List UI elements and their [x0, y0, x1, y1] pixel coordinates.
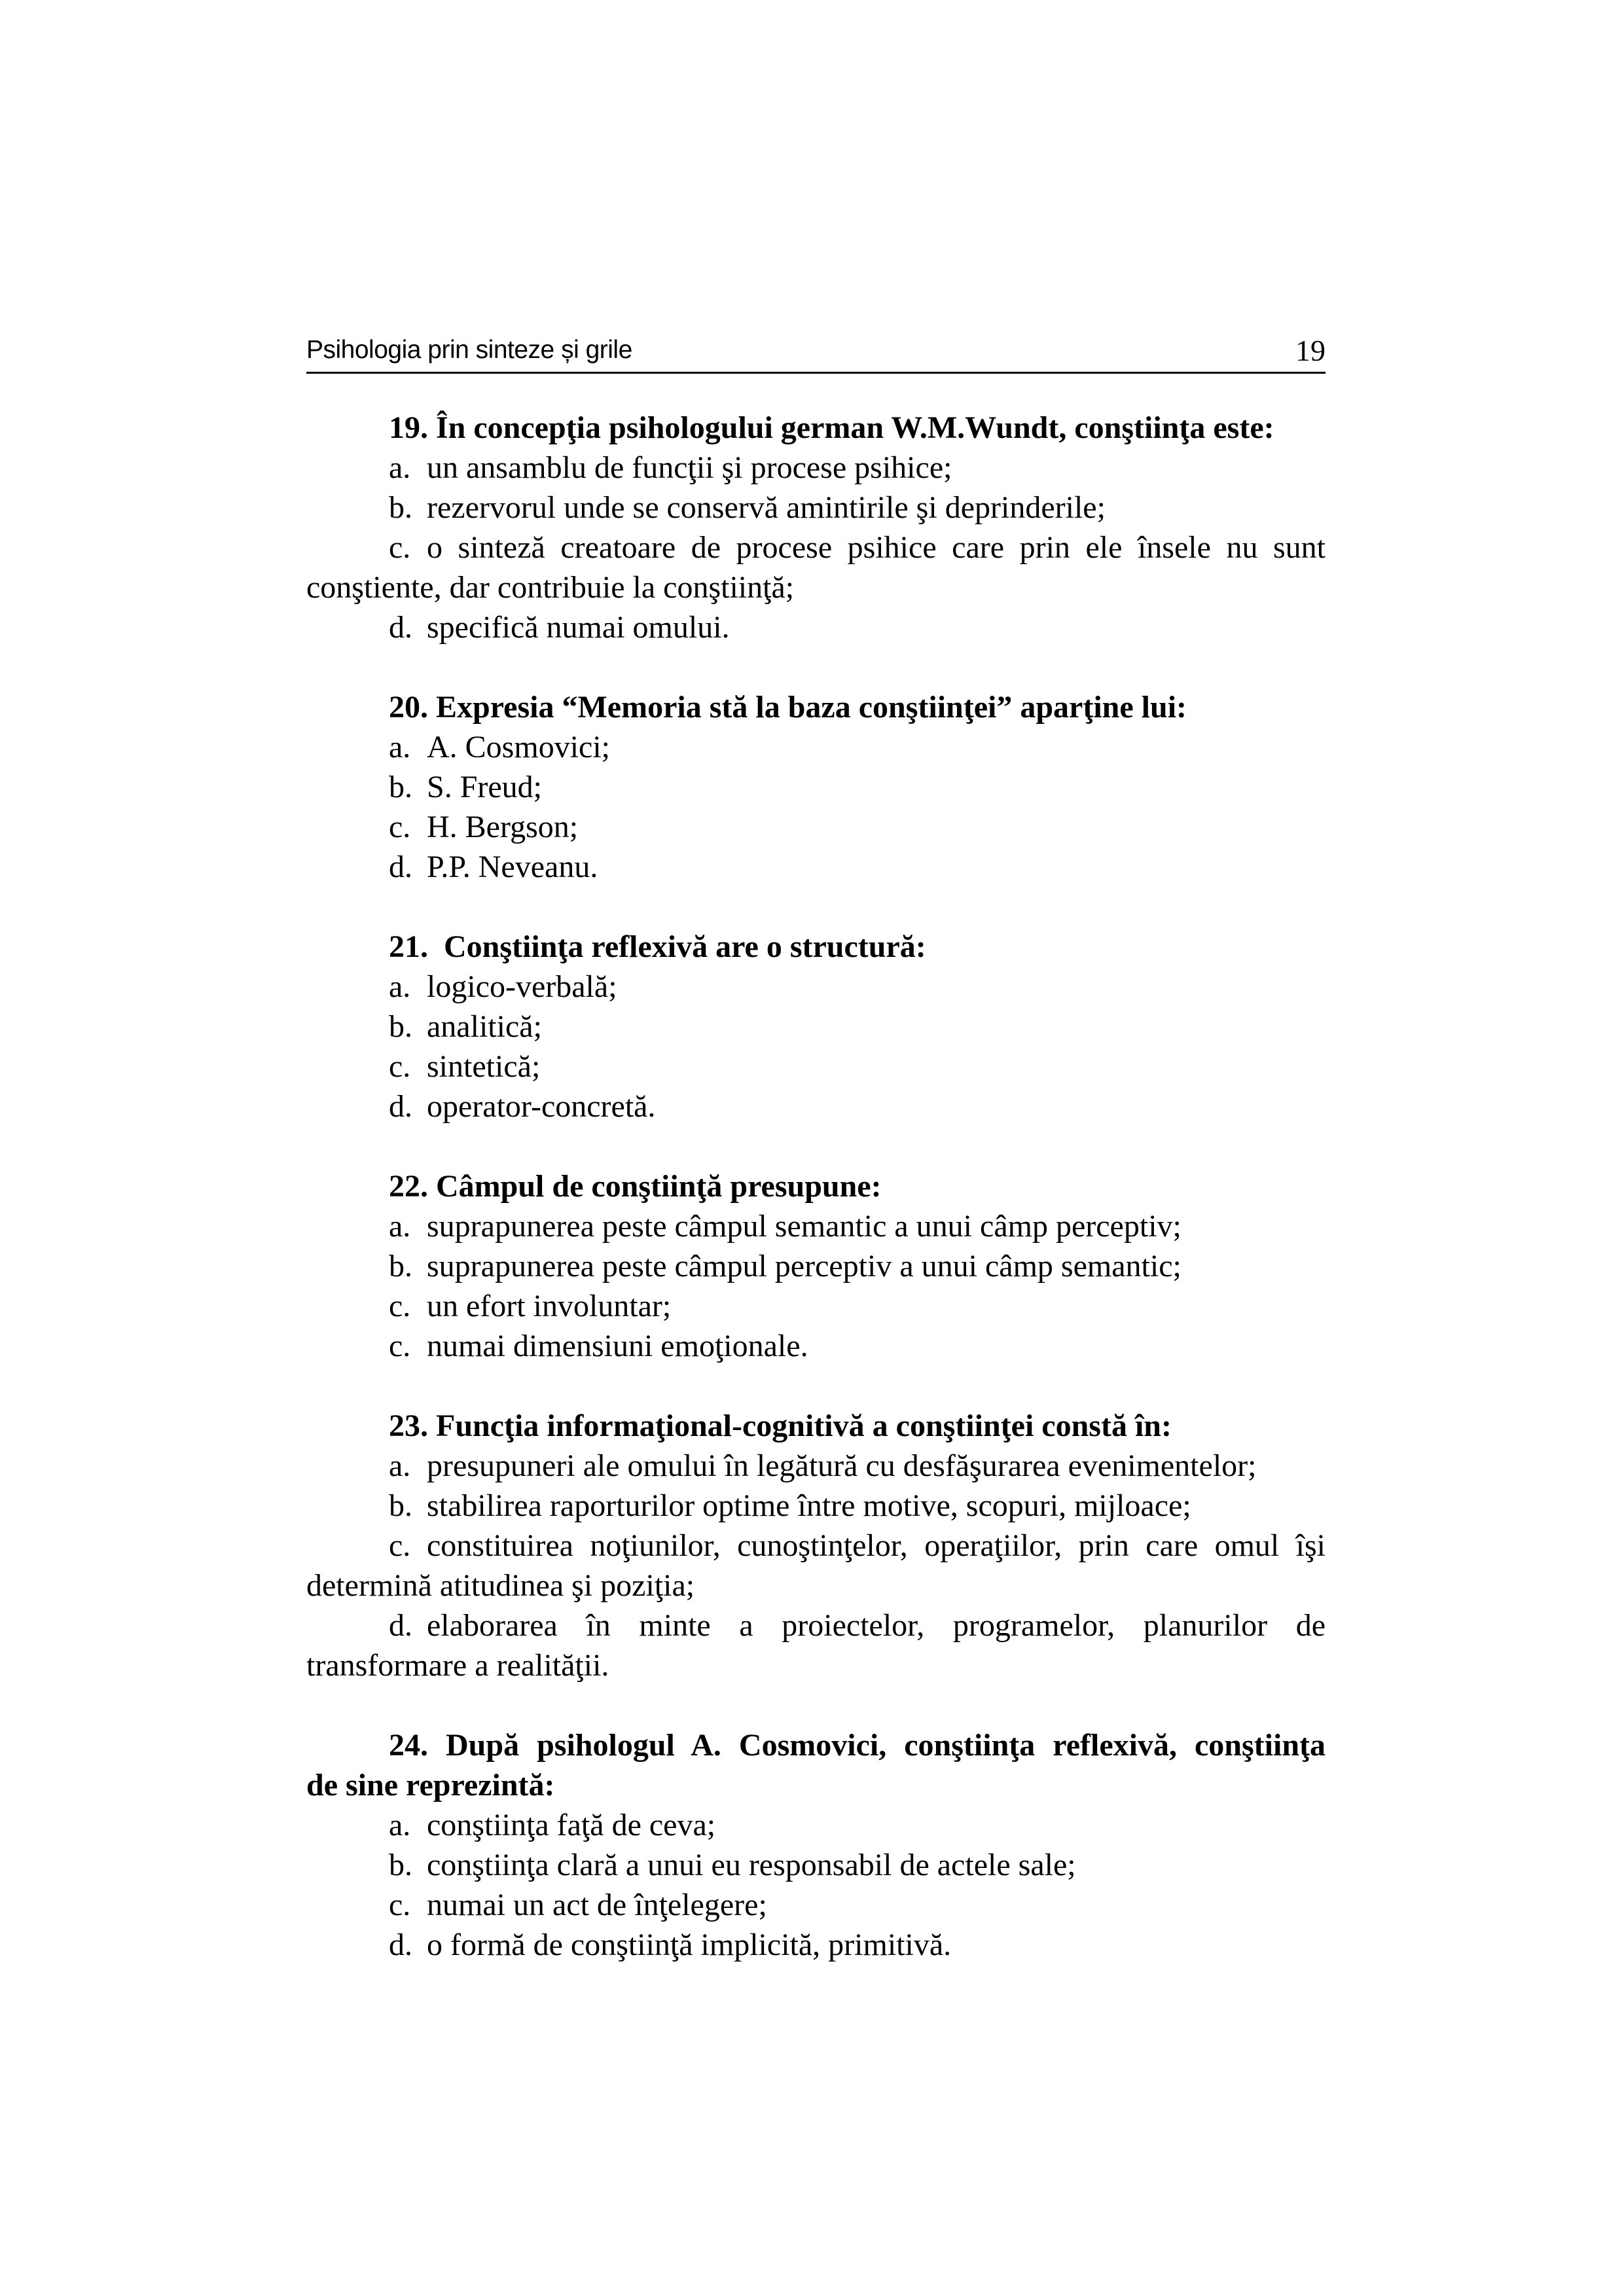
option-label: c.: [389, 1049, 411, 1084]
option-label: a.: [389, 1448, 411, 1483]
question-24: [306, 1725, 1326, 1965]
question-title: 23. Funcţia informaţional-cognitivă a conştiinţei constă în:: [389, 1408, 1172, 1443]
option-text: sintetică;: [427, 1049, 541, 1084]
option-c-second: [306, 1326, 1326, 1366]
option-d: [306, 1925, 1326, 1965]
option-label: d.: [389, 1089, 412, 1124]
book-title: Psihologia prin sinteze și grile: [306, 336, 632, 364]
option-label: b.: [389, 770, 412, 804]
option-label: b.: [389, 1488, 412, 1523]
option-text: un ansamblu de funcţii şi procese psihice;: [427, 450, 952, 485]
option-text: specifică numai omului.: [427, 610, 730, 645]
option-text: un efort involuntar;: [427, 1289, 672, 1323]
option-c-continuation: determină atitudinea şi poziţia;: [306, 1568, 695, 1603]
option-label: a.: [389, 450, 411, 485]
question-title: 21. Conştiinţa reflexivă are o structură:: [389, 929, 926, 964]
option-label: c.: [389, 530, 411, 565]
option-a: [306, 1446, 1326, 1486]
option-d-continuation: transformare a realităţii.: [306, 1648, 609, 1683]
option-label: a.: [389, 1808, 411, 1842]
option-text: P.P. Neveanu.: [427, 850, 598, 884]
question-23: [306, 1406, 1326, 1685]
option-b: [306, 1845, 1326, 1885]
option-text: S. Freud;: [427, 770, 543, 804]
option-label: a.: [389, 969, 411, 1004]
option-text: A. Cosmovici;: [427, 730, 611, 764]
option-label: c.: [389, 1888, 411, 1922]
option-label: d.: [389, 1928, 412, 1962]
option-a: [306, 1805, 1326, 1845]
option-label: b.: [389, 1848, 412, 1882]
option-c-continuation: conştiente, dar contribuie la conştiinţă;: [306, 570, 795, 605]
option-text: suprapunerea peste câmpul semantic a unui câmp perceptiv;: [427, 1209, 1182, 1244]
page-number: 19: [1295, 334, 1326, 367]
question-19: [306, 408, 1326, 647]
option-label: d.: [389, 850, 412, 884]
option-c: [306, 1286, 1326, 1326]
option-text: numai un act de înţelegere;: [427, 1888, 767, 1922]
option-a: [306, 727, 1326, 767]
question-title: 24. După psihologul A. Cosmovici, conştiinţa reflexivă, conştiinţa: [389, 1728, 1326, 1763]
option-label: c.: [389, 810, 411, 844]
option-text: analitică;: [427, 1009, 542, 1044]
question-title: 19. În concepţia psihologului german W.M.Wundt, conştiinţa este:: [389, 410, 1274, 445]
option-label: b.: [389, 490, 412, 525]
option-text: constituirea noţiunilor, cunoştinţelor, operaţiilor, prin care omul îşi: [427, 1528, 1326, 1563]
option-b: [306, 1007, 1326, 1047]
option-text: conştiinţa faţă de ceva;: [427, 1808, 716, 1842]
option-a: [306, 448, 1326, 488]
option-c: [306, 1047, 1326, 1086]
option-text: o sinteză creatoare de procese psihice care prin ele însele nu sunt: [427, 530, 1326, 565]
option-b: [306, 1246, 1326, 1286]
option-text: elaborarea în minte a proiectelor, programelor, planurilor de: [427, 1608, 1326, 1643]
option-label: c.: [389, 1528, 411, 1563]
option-text: presupuneri ale omului în legătură cu desfăşurarea evenimentelor;: [427, 1448, 1257, 1483]
option-text: o formă de conştiinţă implicită, primitivă.: [427, 1928, 952, 1962]
option-label: d.: [389, 610, 412, 645]
option-label: b.: [389, 1009, 412, 1044]
option-label: d.: [389, 1608, 412, 1643]
option-label: a.: [389, 1209, 411, 1244]
option-text: logico-verbală;: [427, 969, 617, 1004]
option-d: [306, 607, 1326, 647]
option-label: c.: [389, 1289, 411, 1323]
question-title-continuation: de sine reprezintă:: [306, 1768, 555, 1803]
option-text: operator-concretă.: [427, 1089, 656, 1124]
header-rule: [306, 372, 1326, 374]
question-20: [306, 687, 1326, 887]
option-a: [306, 1206, 1326, 1246]
option-b: [306, 1486, 1326, 1526]
option-b: [306, 767, 1326, 807]
option-d: [306, 1605, 1326, 1645]
option-text: stabilirea raporturilor optime între motive, scopuri, mijloace;: [427, 1488, 1191, 1523]
option-c: [306, 528, 1326, 567]
option-d: [306, 1086, 1326, 1126]
option-c: [306, 1526, 1326, 1566]
option-label: a.: [389, 730, 411, 764]
question-21: [306, 927, 1326, 1126]
option-text: suprapunerea peste câmpul perceptiv a unui câmp semantic;: [427, 1249, 1182, 1283]
question-title: 22. Câmpul de conştiinţă presupune:: [389, 1169, 882, 1204]
running-header: [306, 331, 1326, 370]
option-text: conştiinţa clară a unui eu responsabil de actele sale;: [427, 1848, 1076, 1882]
option-c: [306, 1885, 1326, 1925]
question-22: [306, 1166, 1326, 1366]
option-b: [306, 488, 1326, 528]
option-a: [306, 967, 1326, 1007]
option-label: b.: [389, 1249, 412, 1283]
option-text: rezervorul unde se conservă amintirile şi deprinderile;: [427, 490, 1106, 525]
question-list: [306, 408, 1326, 2005]
option-text: numai dimensiuni emoţionale.: [427, 1329, 808, 1363]
option-text: H. Bergson;: [427, 810, 579, 844]
question-title: 20. Expresia “Memoria stă la baza conştiinţei” aparţine lui:: [389, 690, 1187, 725]
option-d: [306, 847, 1326, 887]
option-c: [306, 807, 1326, 847]
option-label: c.: [389, 1329, 411, 1363]
